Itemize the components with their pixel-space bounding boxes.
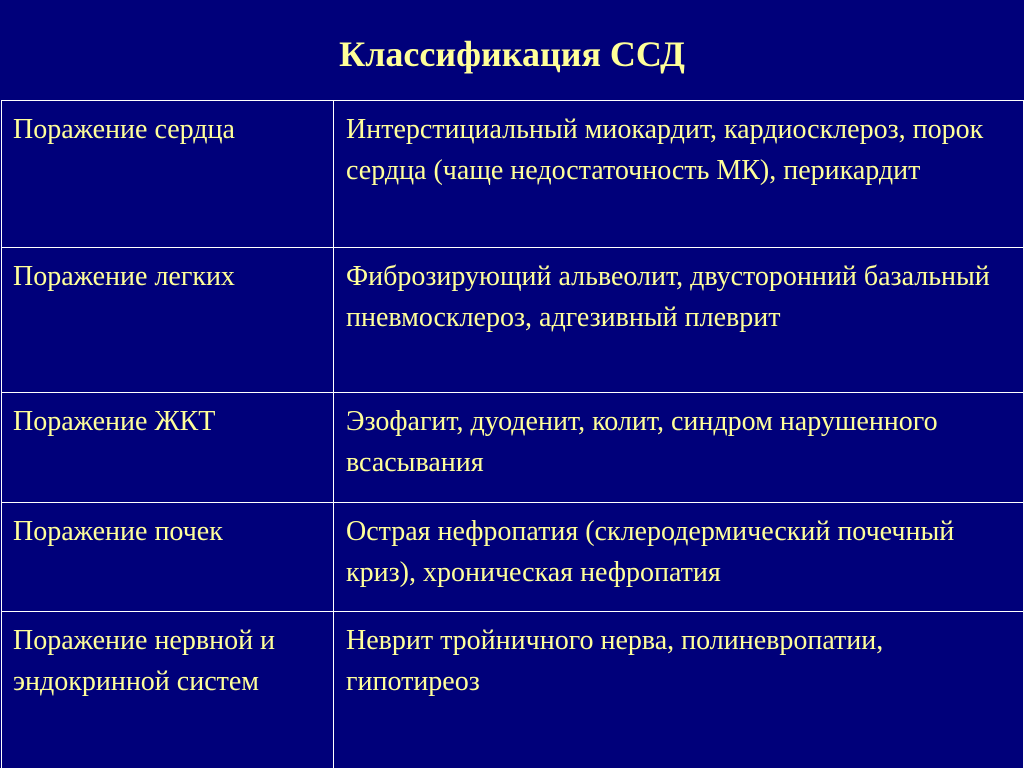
table-row: [2, 503, 1024, 612]
table-row: [2, 101, 1024, 248]
category-cell: Поражение сердца: [2, 101, 334, 248]
classification-table: [1, 100, 1024, 768]
slide-title: Классификация ССД: [339, 34, 685, 74]
description-cell: Неврит тройничного нерва, полиневропатии, гипотиреоз: [334, 612, 1024, 768]
description-cell: Эзофагит, дуоденит, колит, синдром нарушенного всасывания: [334, 393, 1024, 503]
description-cell: Фиброзирующий альвеолит, двусторонний базальный пневмосклероз, адгезивный плеврит: [334, 248, 1024, 393]
category-cell: Поражение нервной и эндокринной систем: [2, 612, 334, 768]
table-row: [2, 612, 1024, 768]
category-cell: Поражение почек: [2, 503, 334, 612]
table-row: [2, 393, 1024, 503]
description-cell: Острая нефропатия (склеродермический почечный криз), хроническая нефропатия: [334, 503, 1024, 612]
description-cell: Интерстициальный миокардит, кардиосклероз, порок сердца (чаще недостаточность МК), перикардит: [334, 101, 1024, 248]
category-cell: Поражение ЖКТ: [2, 393, 334, 503]
category-cell: Поражение легких: [2, 248, 334, 393]
table-row: [2, 248, 1024, 393]
